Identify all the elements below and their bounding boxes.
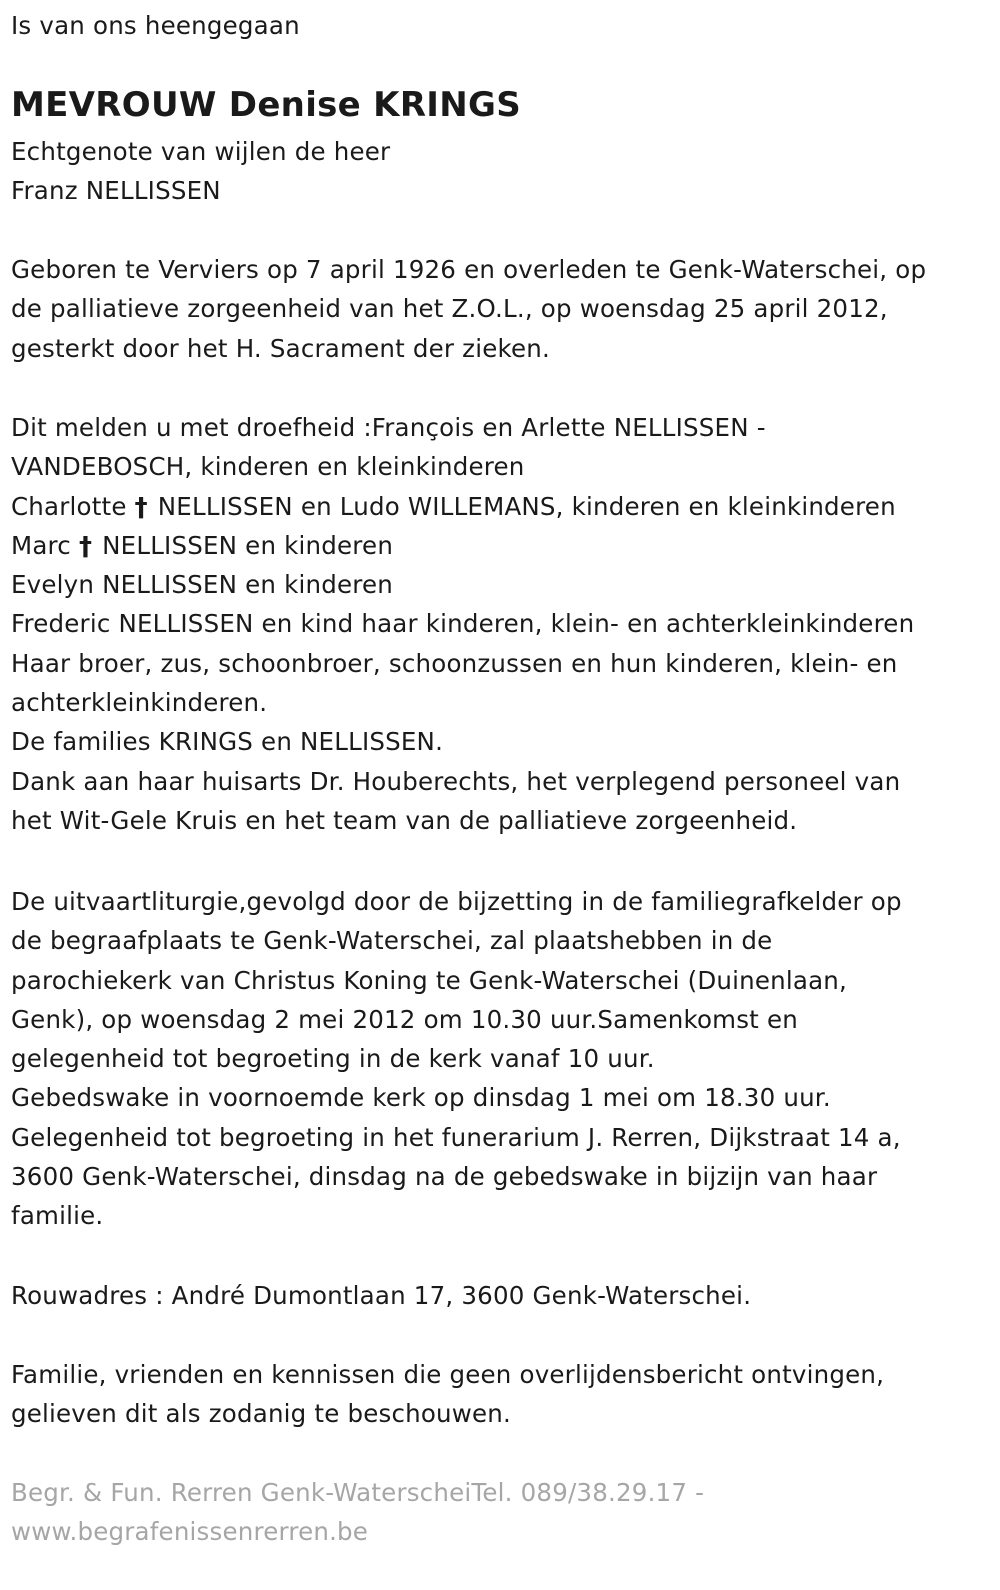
- notice-line-1: Familie, vrienden en kennissen die geen overlijdensbericht ontvingen,: [11, 1360, 885, 1389]
- birth-line-1: Geboren te Verviers op 7 april 1926 en overleden te Genk-Waterschei, op: [11, 255, 927, 284]
- funeral-line-5: gelegenheid tot begroeting in de kerk vanaf 10 uur.: [11, 1044, 655, 1074]
- cross-icon: †: [134, 492, 148, 523]
- birth-line-2: de palliatieve zorgeenheid van het Z.O.L., op woensdag 25 april 2012,: [11, 294, 888, 324]
- funeral-line-7: Gelegenheid tot begroeting in het funerarium J. Rerren, Dijkstraat 14 a,: [11, 1122, 901, 1152]
- spouse-section: [11, 132, 390, 211]
- family-line-2: VANDEBOSCH, kinderen en kleinkinderen: [11, 452, 525, 482]
- funeral-line-4: Genk), op woensdag 2 mei 2012 om 10.30 uur.Samenkomst en: [11, 1004, 798, 1034]
- family-line-10: Dank aan haar huisarts Dr. Houberechts, het verplegend personeel van: [11, 766, 901, 796]
- funeral-line-3: parochiekerk van Christus Koning te Genk-Waterschei (Duinenlaan,: [11, 965, 848, 995]
- funeral-line-1: De uitvaartliturgie,gevolgd door de bijzetting in de familiegrafkelder op: [11, 887, 902, 916]
- funeral-line-9: familie.: [11, 1201, 104, 1231]
- spouse-line-2: Franz NELLISSEN: [11, 176, 221, 206]
- family-line-4-start: Marc: [11, 530, 79, 560]
- mourning-address: Rouwadres : André Dumontlaan 17, 3600 Genk-Waterschei.: [11, 1281, 752, 1310]
- cross-icon: †: [78, 531, 93, 562]
- funeral-home-footer: [11, 1473, 704, 1552]
- funeral-section: [11, 882, 902, 1236]
- family-line-11: het Wit-Gele Kruis en het team van de palliatieve zorgeenheid.: [11, 805, 798, 835]
- family-line-8: achterkleinkinderen.: [11, 688, 268, 718]
- spouse-line-1: Echtgenote van wijlen de heer: [11, 137, 391, 166]
- footer-line-1: Begr. & Fun. Rerren Genk-WaterscheiTel. 089/38.29.17 -: [11, 1478, 705, 1507]
- family-section: [11, 408, 914, 840]
- family-line-6: Frederic NELLISSEN en kind haar kinderen, klein- en achterkleinkinderen: [11, 609, 915, 639]
- family-line-9: De families KRINGS en NELLISSEN.: [11, 727, 444, 757]
- deceased-name: MEVROUW Denise KRINGS: [11, 85, 522, 125]
- family-line-5: Evelyn NELLISSEN en kinderen: [11, 570, 393, 600]
- funeral-line-2: de begraafplaats te Genk-Waterschei, zal plaatshebben in de: [11, 926, 773, 956]
- funeral-line-8: 3600 Genk-Waterschei, dinsdag na de gebedswake in bijzijn van haar: [11, 1162, 878, 1192]
- address-section: [11, 1276, 751, 1315]
- intro-text: Is van ons heengegaan: [11, 11, 300, 40]
- family-line-4: [11, 526, 914, 565]
- family-line-7: Haar broer, zus, schoonbroer, schoonzussen en hun kinderen, klein- en: [11, 648, 898, 678]
- notice-line-2: gelieven dit als zodanig te beschouwen.: [11, 1399, 512, 1429]
- notice-section: [11, 1355, 884, 1434]
- funeral-line-6: Gebedswake in voornoemde kerk op dinsdag 1 mei om 18.30 uur.: [11, 1083, 831, 1113]
- birth-death-section: [11, 250, 926, 368]
- family-line-1: Dit melden u met droefheid :François en Arlette NELLISSEN -: [11, 413, 766, 442]
- birth-line-3: gesterkt door het H. Sacrament der zieken.: [11, 333, 550, 363]
- family-line-3-start: Charlotte: [11, 491, 135, 521]
- footer-website-link[interactable]: www.begrafenissenrerren.be: [11, 1517, 369, 1547]
- family-line-3-end: NELLISSEN en Ludo WILLEMANS, kinderen en kleinkinderen: [149, 491, 896, 521]
- family-line-3: [11, 487, 914, 526]
- family-line-4-end: NELLISSEN en kinderen: [94, 530, 394, 560]
